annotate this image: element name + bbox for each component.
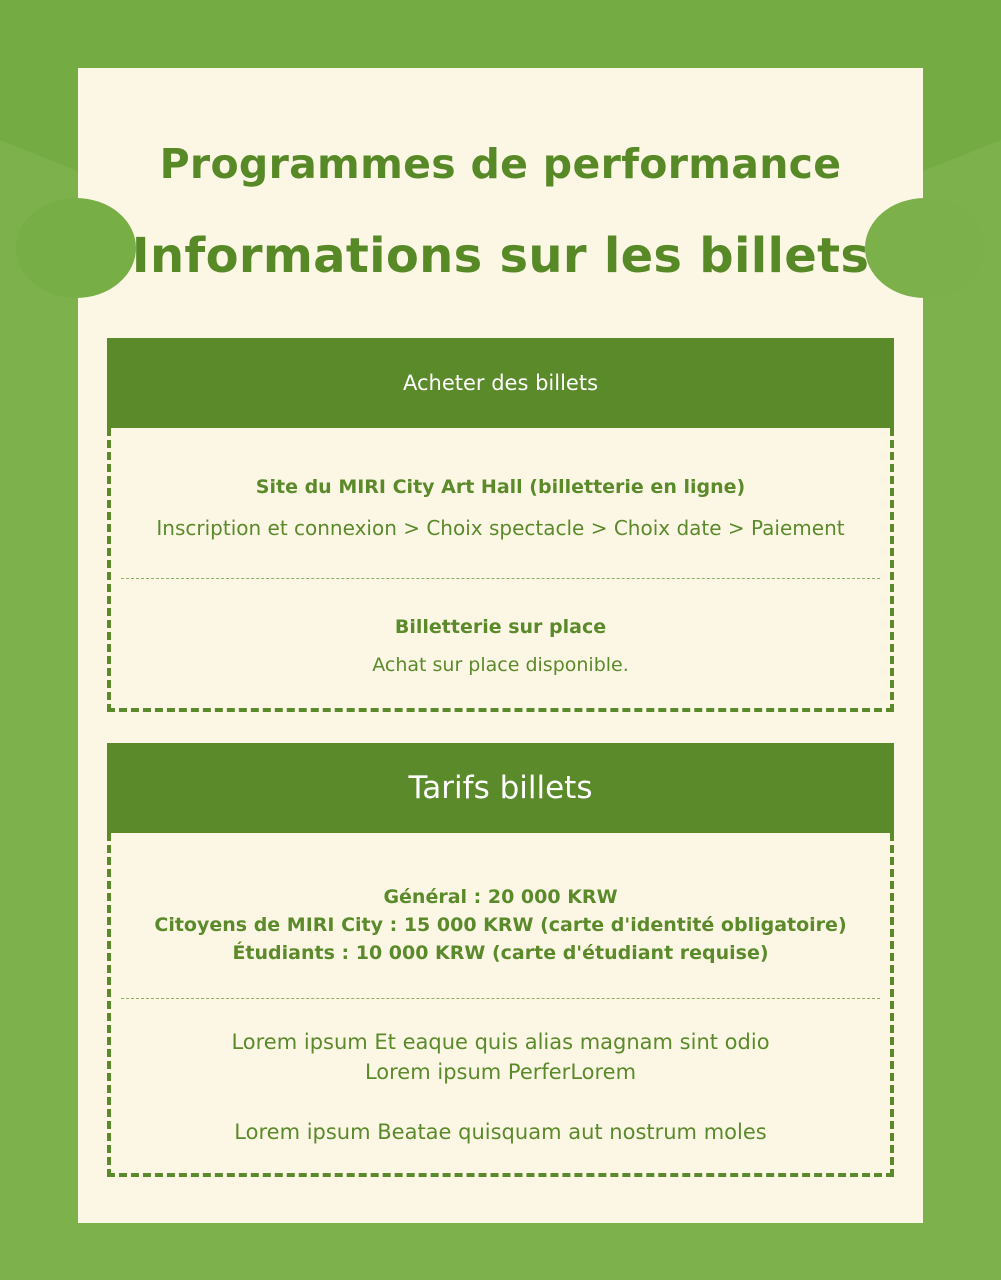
online-ticketing-title: Site du MIRI City Art Hall (billetterie en ligne)	[255, 476, 746, 498]
online-ticketing-steps: Inscription et connexion > Choix spectacle > Choix date > Paiement	[156, 516, 845, 540]
price-list-lines	[119, 883, 882, 967]
note-spacer	[119, 1087, 882, 1117]
price-notes	[119, 999, 882, 1169]
purchase-body	[107, 428, 894, 712]
price-notes-lines	[119, 1027, 882, 1147]
prices-heading: Tarifs billets	[107, 743, 894, 833]
note-line: Lorem ipsum Beatae quisquam aut nostrum moles	[234, 1120, 767, 1144]
note-line: Lorem ipsum PerferLorem	[364, 1060, 637, 1084]
price-students: Étudiants : 10 000 KRW (carte d'étudiant requise)	[232, 942, 769, 964]
onsite-ticketing-title: Billetterie sur place	[394, 616, 607, 638]
page-title: Informations sur les billets	[131, 228, 870, 284]
price-list	[119, 833, 882, 998]
ticket-card	[78, 68, 923, 1223]
price-citizens: Citoyens de MIRI City : 15 000 KRW (carte d'identité obligatoire)	[154, 914, 847, 936]
prices-body	[107, 833, 894, 1177]
price-general: Général : 20 000 KRW	[383, 886, 618, 908]
purchase-section	[107, 338, 894, 712]
purchase-heading: Acheter des billets	[107, 338, 894, 428]
page-subtitle: Programmes de performance	[159, 140, 842, 188]
onsite-ticketing	[119, 579, 882, 707]
online-ticketing	[119, 428, 882, 578]
note-line: Lorem ipsum Et eaque quis alias magnam sint odio	[231, 1030, 770, 1054]
prices-section	[107, 743, 894, 1177]
onsite-ticketing-text: Achat sur place disponible.	[372, 654, 629, 676]
